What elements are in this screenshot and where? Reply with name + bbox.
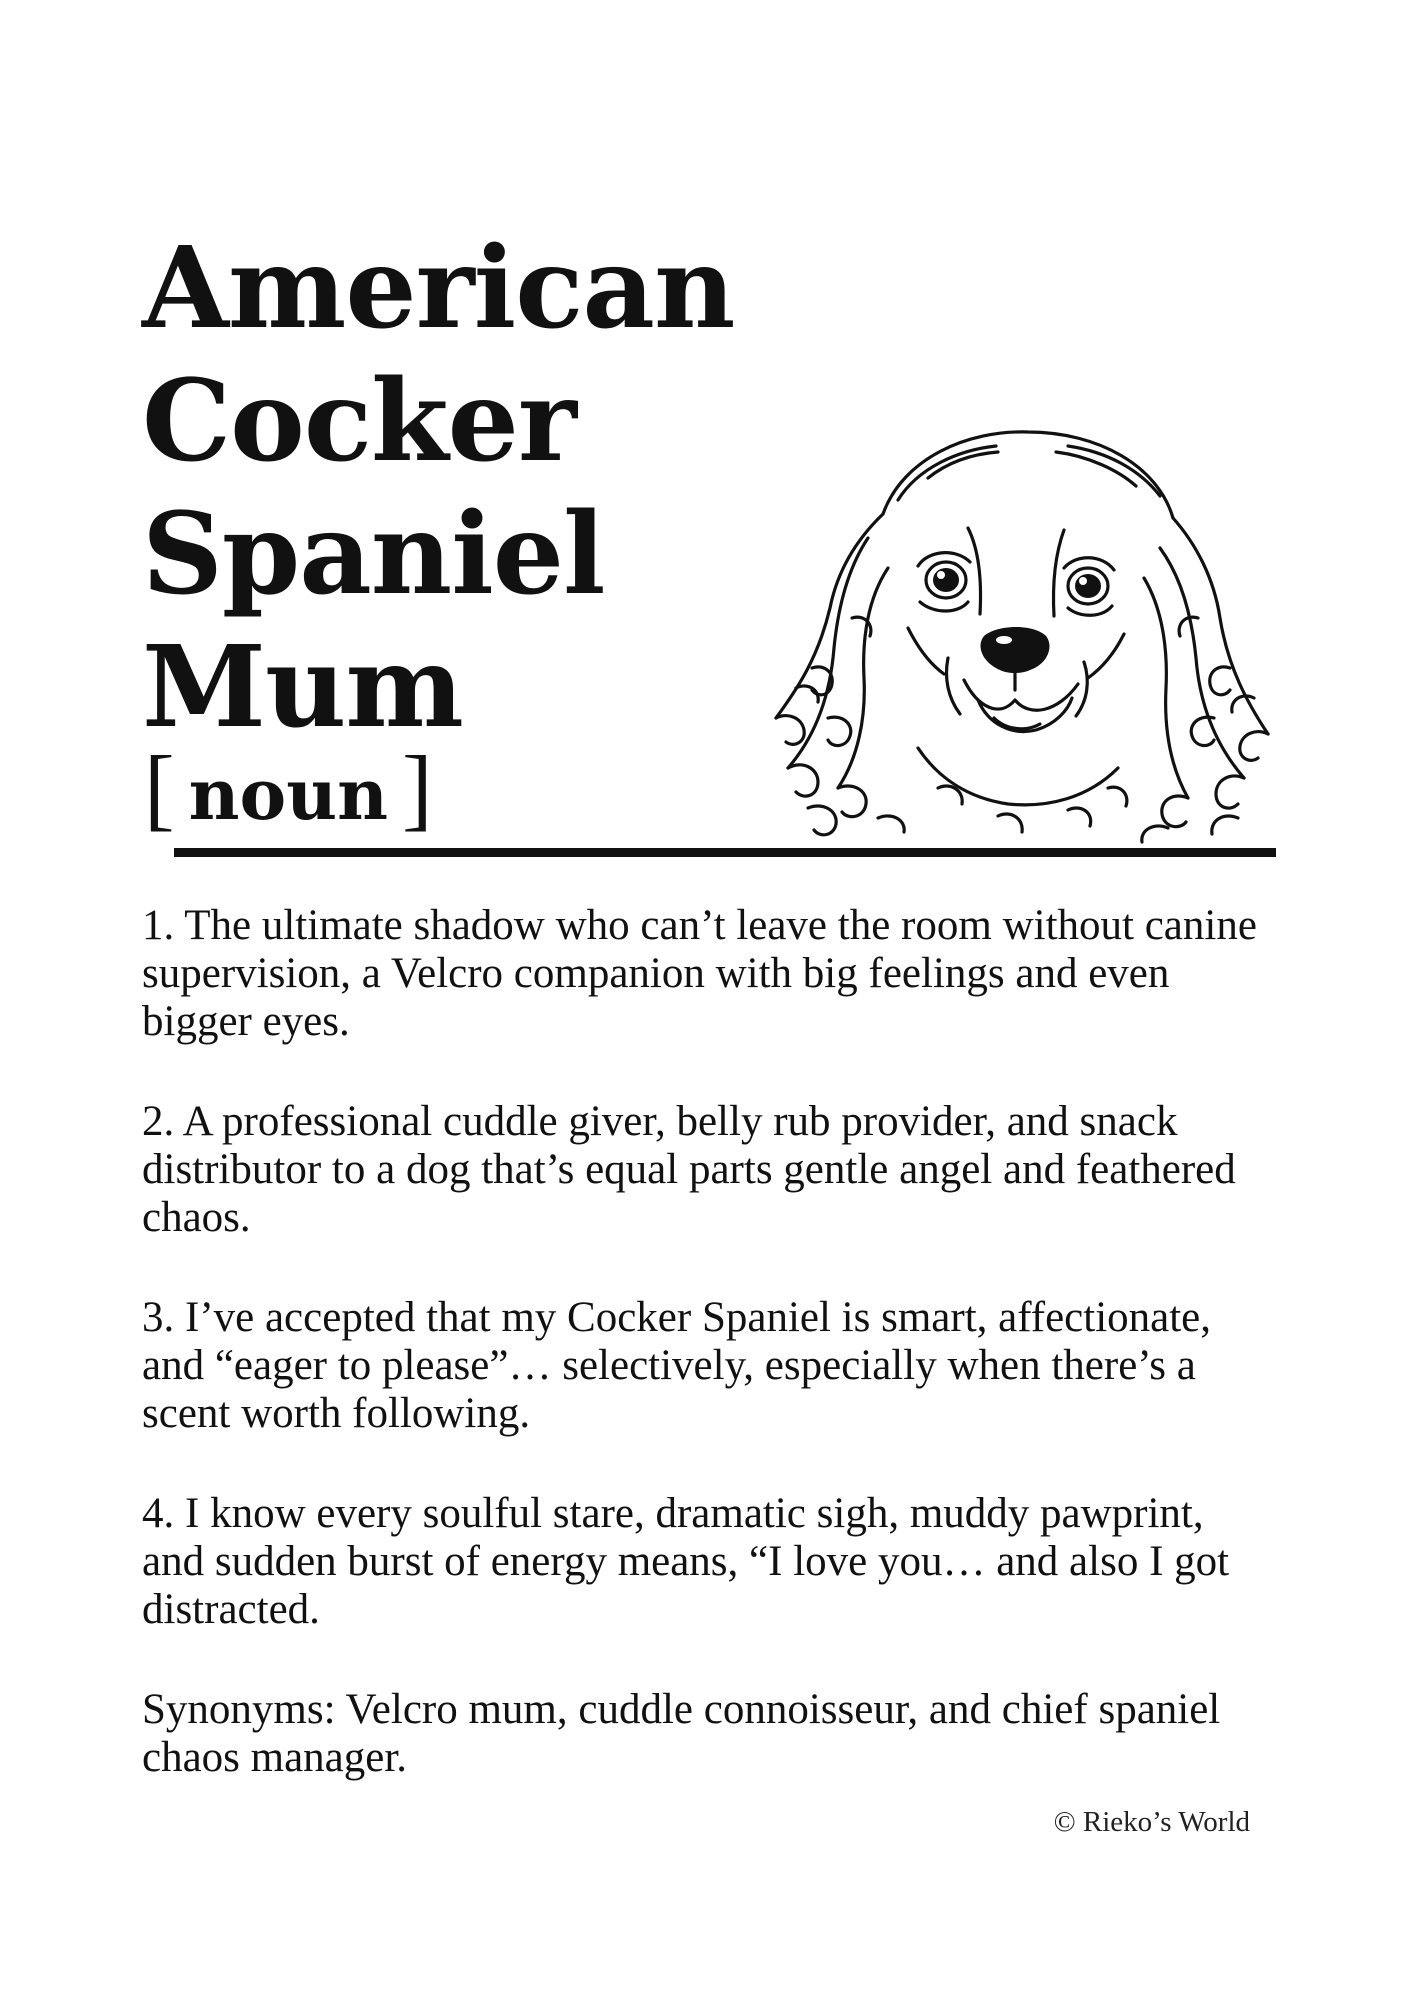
- definition-item: 2. A professional cuddle giver, belly rub provider, and snack distributor to a dog that’s equal parts gentle angel and feathered chaos.: [142, 1098, 1236, 1241]
- cocker-spaniel-illustration: [768, 418, 1278, 846]
- title-line: American: [142, 223, 735, 354]
- definition-item: 4. I know every soulful stare, dramatic sigh, muddy pawprint, and sudden burst of energy means, “I love you… and also I got distracted.: [142, 1490, 1230, 1633]
- part-of-speech-word: noun: [188, 753, 389, 836]
- copyright-credit: © Rieko’s World: [1053, 1806, 1250, 1838]
- close-bracket: ]: [402, 737, 433, 839]
- title-line: Mum: [142, 622, 463, 753]
- title-line: Cocker: [142, 356, 576, 487]
- part-of-speech: [144, 737, 433, 839]
- open-bracket: [: [144, 737, 175, 839]
- definition-item: 3. I’ve accepted that my Cocker Spaniel is smart, affectionate, and “eager to please”… selectively, especially when there’s a scent worth following.: [142, 1294, 1212, 1437]
- divider-rule: [174, 848, 1276, 857]
- definitions-list: [142, 902, 1272, 1782]
- page-title: [142, 222, 782, 754]
- definition-item: 1. The ultimate shadow who can’t leave the room without canine supervision, a Velcro companion with big feelings and even bigger eyes.: [142, 902, 1257, 1045]
- title-line: Spaniel: [142, 489, 605, 620]
- synonyms-text: Synonyms: Velcro mum, cuddle connoisseur, and chief spaniel chaos manager.: [142, 1686, 1221, 1781]
